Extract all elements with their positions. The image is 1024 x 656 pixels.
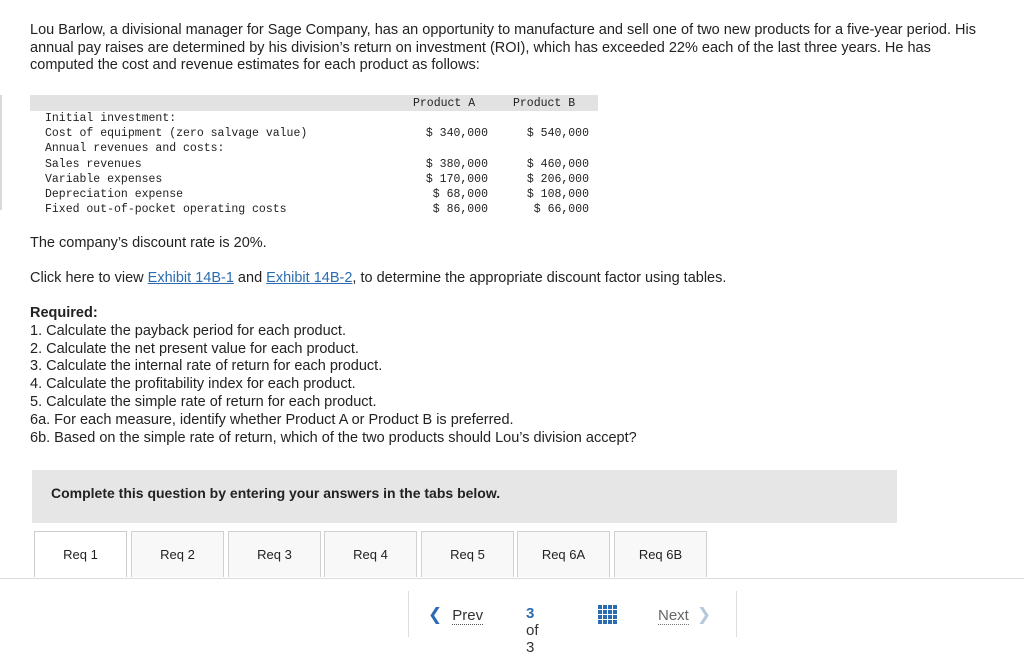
row-label: Cost of equipment (zero salvage value) — [45, 127, 308, 141]
table-row — [30, 126, 598, 141]
required-item: 6a. For each measure, identify whether Product A or Product B is preferred. — [30, 411, 514, 428]
row-label: Fixed out-of-pocket operating costs — [45, 203, 287, 217]
product-a-value: $ 340,000 — [425, 127, 488, 141]
row-label: Depreciation expense — [45, 187, 184, 201]
product-a-value: $ 170,000 — [425, 172, 488, 186]
table-header — [30, 95, 598, 111]
product-a-value: $ 68,000 — [432, 187, 488, 201]
column-header-product-b: Product B — [513, 97, 576, 110]
table-row — [30, 157, 598, 172]
tab-req-3[interactable]: Req 3 — [228, 531, 321, 577]
row-label: Initial investment: — [45, 112, 177, 125]
required-item: 6b. Based on the simple rate of return, which of the two products should Lou’s division accept? — [30, 429, 637, 446]
required-item: 3. Calculate the internal rate of return for each product. — [30, 358, 383, 375]
column-header-product-a: Product A — [413, 97, 476, 110]
required-section — [30, 305, 637, 447]
product-a-value: $ 86,000 — [432, 203, 488, 217]
row-label: Variable expenses — [45, 172, 163, 186]
tab-req-6a[interactable]: Req 6A — [517, 531, 610, 577]
next-label: Next — [658, 607, 689, 624]
chevron-left-icon: ❮ — [428, 605, 443, 624]
tabs-divider — [0, 578, 1024, 579]
table-row — [30, 111, 598, 126]
cost-revenue-table — [30, 95, 598, 217]
row-label: Annual revenues and costs: — [45, 142, 225, 156]
grid-icon[interactable] — [598, 605, 616, 623]
tab-req-1[interactable]: Req 1 — [34, 531, 127, 577]
required-item: 5. Calculate the simple rate of return for each product. — [30, 393, 377, 410]
intro-text: Lou Barlow, a divisional manager for Sage Company, has an opportunity to manufacture and sell one of two new products for a five-year period. His annual pay raises are determined by his division’s return on investment (ROI), which has exceeded 22% each of the last three years. He has computed the cost and revenue estimates for each product as follows: — [30, 22, 976, 73]
tab-req-4[interactable]: Req 4 — [324, 531, 417, 577]
exhibit-14b-2-link[interactable]: Exhibit 14B-2 — [266, 270, 353, 286]
exhibit-prefix: Click here to view — [30, 270, 148, 286]
table-row — [30, 202, 598, 217]
pager-divider — [736, 591, 737, 637]
prev-button[interactable] — [428, 605, 483, 625]
page-indicator — [526, 605, 539, 656]
pager-divider — [408, 591, 409, 637]
required-item: 1. Calculate the payback period for each product. — [30, 322, 346, 339]
tab-req-2[interactable]: Req 2 — [131, 531, 224, 577]
row-label: Sales revenues — [45, 157, 142, 171]
tab-req-6b[interactable]: Req 6B — [614, 531, 707, 577]
exhibit-14b-1-link[interactable]: Exhibit 14B-1 — [147, 270, 234, 286]
table-row — [30, 141, 598, 156]
product-b-value: $ 540,000 — [526, 127, 589, 141]
required-item: 2. Calculate the net present value for each product. — [30, 340, 359, 357]
discount-rate-text: The company’s discount rate is 20%. — [30, 235, 267, 251]
prev-label: Prev — [452, 607, 484, 624]
exhibit-mid: and — [233, 270, 267, 286]
product-b-value: $ 206,000 — [526, 172, 589, 186]
exhibit-suffix: , to determine the appropriate discount factor using tables. — [352, 270, 727, 286]
required-item: 4. Calculate the profitability index for each product. — [30, 376, 356, 393]
product-b-value: $ 66,000 — [533, 203, 589, 217]
required-heading: Required: — [30, 305, 98, 321]
page-total: of 3 — [526, 622, 539, 656]
next-button[interactable] — [658, 605, 711, 625]
product-b-value: $ 460,000 — [526, 157, 589, 171]
instruction-banner — [32, 470, 897, 523]
table-row — [30, 187, 598, 202]
table-left-rule — [0, 95, 2, 210]
product-b-value: $ 108,000 — [526, 187, 589, 201]
instruction-text: Complete this question by entering your answers in the tabs below. — [51, 485, 501, 501]
product-a-value: $ 380,000 — [425, 157, 488, 171]
exhibit-line — [30, 270, 726, 288]
chevron-right-icon: ❯ — [696, 605, 712, 624]
table-row — [30, 172, 598, 187]
problem-intro — [30, 22, 980, 75]
tab-req-5[interactable]: Req 5 — [421, 531, 514, 577]
current-page: 3 — [526, 605, 535, 622]
